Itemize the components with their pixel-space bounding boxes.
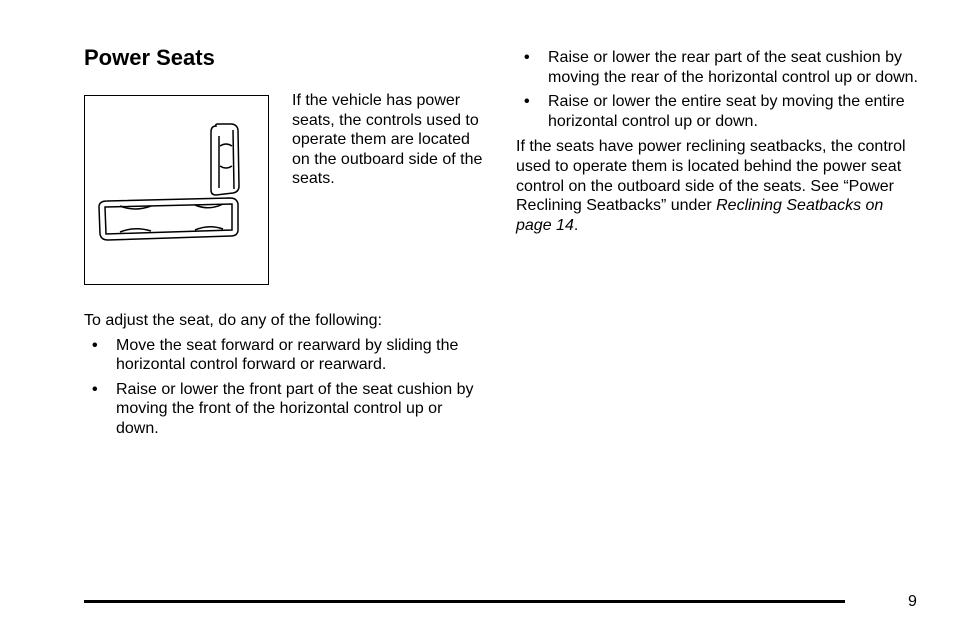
list-item <box>84 336 484 375</box>
reclining-seatbacks-paragraph <box>516 137 921 235</box>
seat-control-drawing <box>85 96 270 286</box>
footer-divider <box>84 600 845 603</box>
list-item <box>84 380 484 439</box>
bullet-icon: • <box>92 336 98 354</box>
list-item-text: Raise or lower the rear part of the seat cushion by moving the rear of the horizontal control up or down. <box>548 49 918 86</box>
page-number: 9 <box>908 593 917 610</box>
paragraph-end: . <box>573 216 579 234</box>
left-column <box>84 311 484 444</box>
list-item-text: Raise or lower the front part of the seat cushion by moving the front of the horizontal control up or down. <box>116 380 474 437</box>
bullet-icon: • <box>524 49 530 66</box>
left-bullet-list <box>84 336 484 439</box>
list-item <box>516 92 921 131</box>
seatback-control-icon <box>211 124 239 195</box>
seat-cushion-control-icon <box>99 198 238 240</box>
bullet-icon: • <box>524 93 530 111</box>
list-item <box>516 48 921 87</box>
bullet-icon: • <box>92 380 98 398</box>
right-bullet-list <box>516 48 921 131</box>
list-item-text: Move the seat forward or rearward by sliding the horizontal control forward or rearward. <box>116 336 459 374</box>
seat-controls-illustration <box>84 95 269 285</box>
list-item-text: Raise or lower the entire seat by moving the entire horizontal control up or down. <box>548 93 905 130</box>
intro-paragraph: To adjust the seat, do any of the following: <box>84 312 382 329</box>
cross-reference-link[interactable]: Reclining Seatbacks on page 14 <box>516 197 884 234</box>
paragraph-text: If the seats have power reclining seatbacks, the control used to operate them is located behind the power seat control on the outboard side of the seats. See “Power Reclining Seatbacks” under <box>516 138 906 215</box>
figure-caption: If the vehicle has power seats, the controls used to operate them are located on the outboard side of the seats. <box>292 92 483 188</box>
right-column <box>516 48 921 235</box>
page-title: Power Seats <box>84 45 215 70</box>
